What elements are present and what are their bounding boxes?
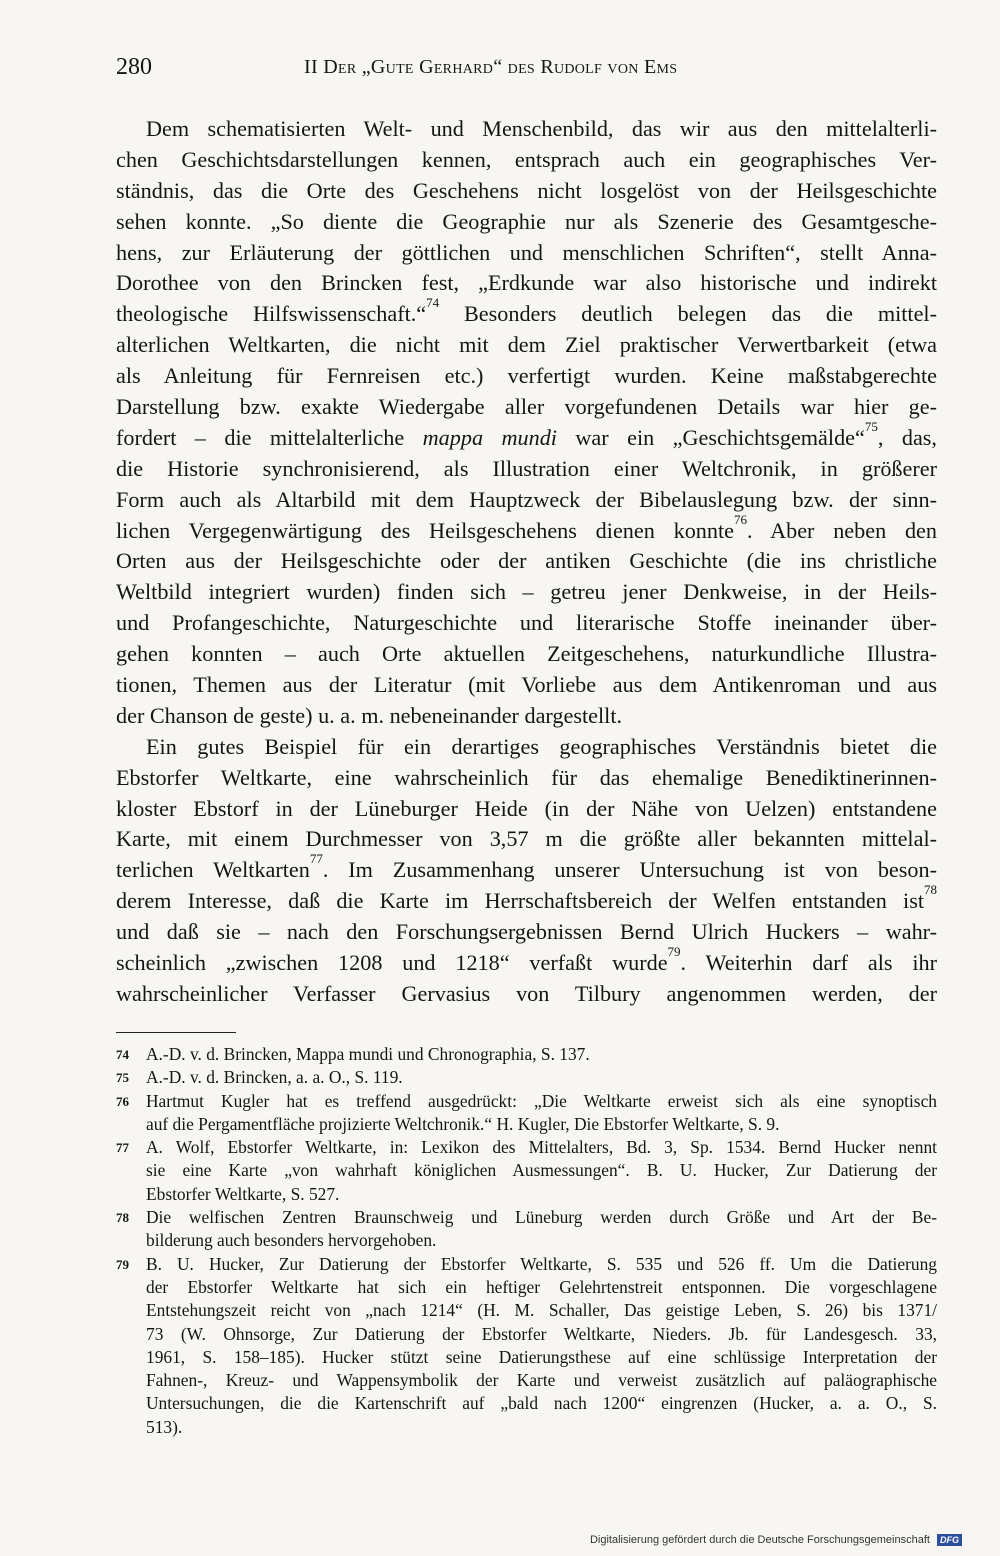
footnote-line: bilderung auch besonders hervorgehoben. [146,1230,437,1251]
body-line [116,361,937,392]
body-line [116,608,937,639]
line-text: tionen, Themen aus der Literatur (mit Vorliebe aus dem Antikenroman und aus [116,672,937,698]
footnote-number: 75 [116,1070,129,1086]
body-line [116,176,937,207]
body-line [116,511,937,547]
body-line [116,392,937,423]
line-text: lichen Vergegenwärtigung des Heilsgeschehens dienen konnte [116,517,734,543]
body-line [116,824,937,855]
body-line [116,763,937,794]
body-line [116,917,937,948]
footnote-ref: 76 [733,511,747,527]
body-line [116,114,937,145]
line-text: war ein „Geschichtsgemälde“ [556,424,865,450]
dfg-logo: DFG [937,1534,962,1546]
footnote-divider [116,1032,236,1033]
footnote-line: Untersuchungen, die die Kartenschrift auf „bald nach 1200“ eingrenzen (Hucker, a. a. O., S. [146,1393,937,1414]
body-line [116,701,937,732]
line-text: und daß sie – nach den Forschungsergebnissen Bernd Ulrich Huckers – wahr- [116,919,937,945]
body-line [116,794,937,825]
footnote-number: 77 [116,1140,129,1156]
line-text: Form auch als Altarbild mit dem Hauptzweck der Bibelauslegung bzw. der sinn- [116,486,937,512]
line-text: die Historie synchronisierend, als Illustration einer Weltchronik, in größerer [116,455,937,481]
line-text: Dorothee von den Brincken fest, „Erdkunde war also historische und indirekt [116,270,937,296]
body-line [116,238,937,269]
body-line [116,546,937,577]
footnote-line: sie eine Karte „von wahrhaft königlichen Ausmessungen“. B. U. Hucker, Zur Datierung der [146,1160,937,1181]
line-text: derem Interesse, daß die Karte im Herrschaftsbereich der Welfen entstanden ist [116,888,924,914]
body-line [116,577,937,608]
body-line [116,268,937,299]
footnote-number: 76 [116,1093,129,1109]
footnote-ref: 77 [309,851,323,867]
body-line [116,979,937,1010]
body-line [116,944,937,979]
footnote-line: 513). [146,1416,183,1437]
line-text: der Chanson de geste) u. a. m. nebeneinander dargestellt. [116,702,623,728]
page-number: 280 [116,54,152,80]
footnote-77 [116,1136,937,1206]
body-text [116,114,937,1010]
line-text: sehen konnte. „So diente die Geographie nur als Szenerie des Gesamtgesche- [116,208,937,234]
footnote-line: auf die Pergamentfläche projizierte Weltchronik.“ H. Kugler, Die Ebstorfer Weltkarte, S. 9. [146,1113,780,1134]
body-line [116,418,937,454]
line-text: gehen konnten – auch Orte aktuellen Zeitgeschehens, naturkundliche Illustra- [116,641,937,667]
footnote-line: Ebstorfer Weltkarte, S. 527. [146,1183,340,1204]
footnote-78 [116,1206,937,1253]
line-text: fordert – die mittelalterliche [116,424,423,450]
line-text: kloster Ebstorf in der Lüneburger Heide (in der Nähe von Uelzen) entstandene [116,795,937,821]
line-text: ständnis, das die Orte des Geschehens nicht losgelöst von der Heilsgeschichte [116,177,937,203]
body-line [116,295,937,330]
line-text: chen Geschichtsdarstellungen kennen, entsprach auch ein geographisches Ver- [116,146,937,172]
line-text: theologische Hilfswissenschaft.“ [116,301,427,327]
footnote-number: 79 [116,1256,129,1272]
line-text: , das, [877,424,937,450]
line-text: Besonders deutlich belegen das die mittel- [439,301,937,327]
line-text: scheinlich „zwischen 1208 und 1218“ verfaßt wurde [116,950,668,976]
footnote-79 [116,1253,937,1439]
line-text: Weltbild integriert wurden) finden sich – getreu jener Denkweise, in der Heils- [116,579,937,605]
footnote-line: A. Wolf, Ebstorfer Weltkarte, in: Lexikon des Mittelalters, Bd. 3, Sp. 1534. Bernd Hucker nennt [146,1137,937,1158]
line-text: Dem schematisierten Welt- und Menschenbild, das wir aus den mittelalterli- [146,116,937,141]
line-text: . Aber neben den [746,517,937,543]
footnote-line: 1961, S. 158–185). Hucker stützt seine Datierungsthese auf eine schlüssige Interpretation der [146,1346,937,1367]
line-text: . Weiterhin darf als ihr [680,950,937,976]
page-header [116,54,938,90]
line-text: Darstellung bzw. exakte Wiedergabe aller vorgefundenen Details war hier ge- [116,394,937,420]
footnote-75 [116,1066,937,1089]
footnote-ref: 74 [426,295,440,311]
body-line [116,732,937,763]
footnote-number: 74 [116,1047,129,1062]
line-text: als Anleitung für Fernreisen etc.) verfertigt wurden. Keine maßstabgerechte [116,363,937,389]
footnote-ref: 75 [864,418,878,434]
footnotes [116,1043,937,1439]
footnote-line: Hartmut Kugler hat es treffend ausgedrückt: „Die Weltkarte erweist sich als eine synoptisch [146,1090,937,1111]
line-text: terlichen Weltkarten [116,857,310,883]
line-text: alterlichen Weltkarten, die nicht mit dem Ziel praktischer Verwertbarkeit (etwa [116,332,937,358]
line-text: Ein gutes Beispiel für ein derartiges geographisches Verständnis bietet die [146,733,937,759]
line-text: hens, zur Erläuterung der göttlichen und menschlichen Schriften“, stellt Anna- [116,239,937,265]
line-text: und Profangeschichte, Naturgeschichte und literarische Stoffe ineinander über- [116,610,937,636]
footnote-line: 73 (W. Ohnsorge, Zur Datierung der Ebstorfer Weltkarte, Nieders. Jb. für Landesgesch. 33, [146,1323,937,1344]
line-text: . Im Zusammenhang unserer Untersuchung ist von beson- [322,857,937,883]
footnote-number: 78 [116,1210,129,1226]
body-line [116,145,937,176]
footnote-ref: 78 [924,882,937,898]
line-text: Ebstorfer Weltkarte, eine wahrscheinlich für das ehemalige Benediktinerinnen- [116,764,937,790]
body-line [116,882,937,917]
body-line [116,454,937,485]
footnote-line: Entstehungszeit reicht von „nach 1214“ (H. M. Schaller, Das geistige Leben, S. 26) bis 1371/ [146,1300,937,1321]
digitization-credit [590,1534,962,1546]
credit-text: Digitalisierung gefördert durch die Deutsche Forschungsgemeinschaft [589,1534,930,1546]
footnote-ref: 79 [667,944,681,960]
footnote-line: der Ebstorfer Weltkarte hat sich ein heftiger Gelehrtenstreit entsponnen. Die vorgeschlagene [146,1276,937,1297]
footnote-line: A.-D. v. d. Brincken, a. a. O., S. 119. [146,1067,403,1088]
body-line [116,639,937,670]
body-line [116,851,937,886]
footnote-line: Fahnen-, Kreuz- und Wappensymbolik der Karte und verweist zusätzlich auf paläographische [146,1370,937,1391]
body-line [116,207,937,238]
running-head: II Der „Gute Gerhard“ des Rudolf von Ems [304,56,678,78]
body-line [116,670,937,701]
body-line [116,485,937,516]
line-text: Karte, mit einem Durchmesser von 3,57 m die größte aller bekannten mittelal- [116,826,937,852]
body-line [116,330,937,361]
footnote-74 [116,1043,937,1066]
line-text: wahrscheinlicher Verfasser Gervasius von Tilbury angenommen werden, der [116,980,937,1006]
footnote-line: B. U. Hucker, Zur Datierung der Ebstorfer Weltkarte, S. 535 und 526 ff. Um die Datierung [146,1253,937,1274]
footnote-line: Die welfischen Zentren Braunschweig und Lüneburg werden durch Größe und Art der Be- [146,1207,937,1228]
line-text: Orten aus der Heilsgeschichte oder der antiken Geschichte (die ins christliche [116,548,937,574]
footnote-line: A.-D. v. d. Brincken, Mappa mundi und Chronographia, S. 137. [146,1044,590,1064]
italic-term: mappa mundi [422,424,557,450]
footnote-76 [116,1090,937,1137]
